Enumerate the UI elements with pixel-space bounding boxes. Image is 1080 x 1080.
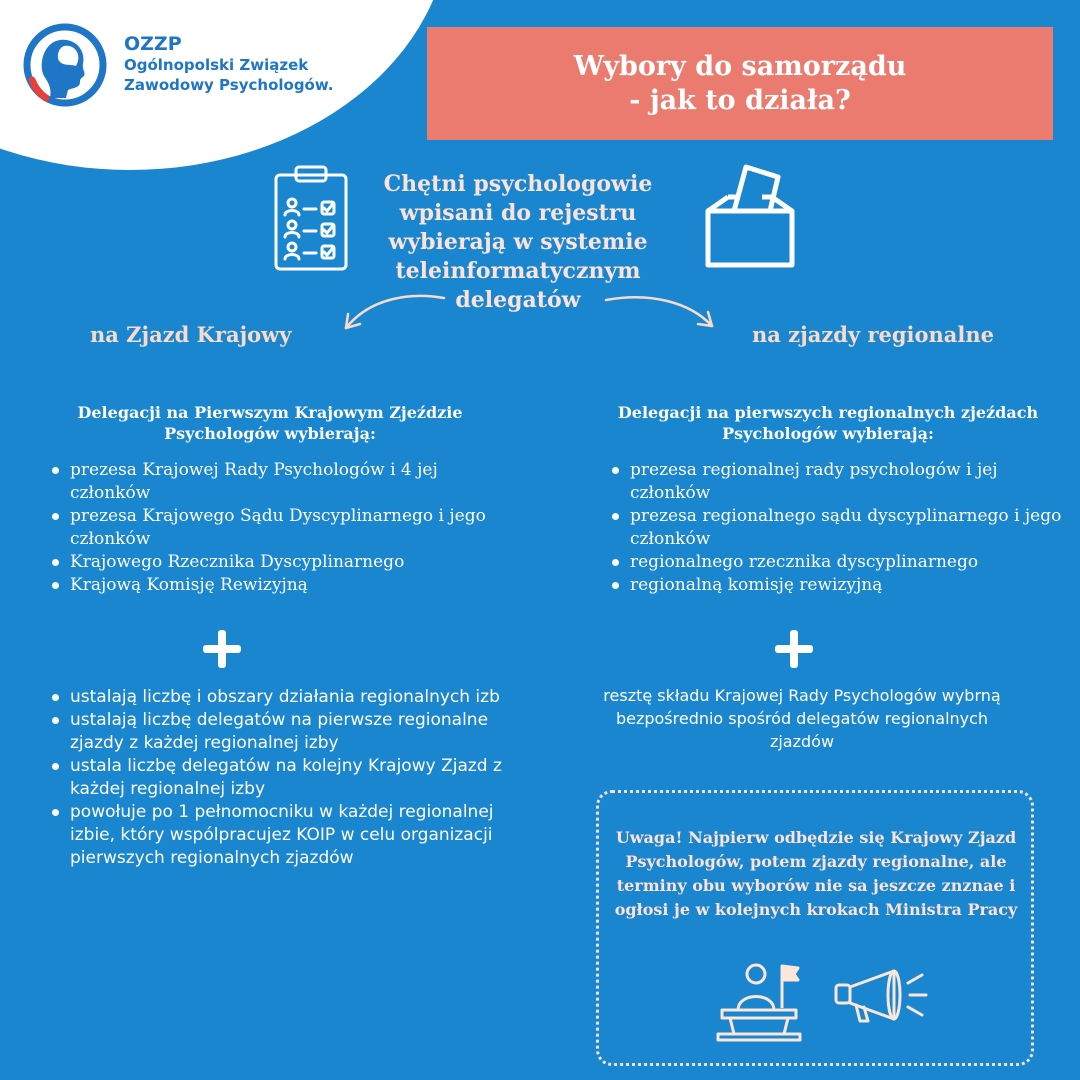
- national-elected-list: [38, 459, 518, 597]
- list-item: ustalają liczbę delegatów na pierwsze regionalne zjazdy z każdej regionalnej izby: [38, 709, 518, 755]
- speaker-podium-icon: [714, 960, 814, 1042]
- branch-national-label: na Zjazd Krajowy: [90, 322, 292, 347]
- list-item: Krajową Komisję Rewizyjną: [38, 574, 518, 597]
- arrow-left-icon: [340, 290, 450, 335]
- logo-abbreviation: OZZP: [124, 33, 182, 55]
- national-additional-list: [38, 686, 518, 870]
- list-item: prezesa Krajowej Rady Psychologów i 4 jej członków: [38, 459, 518, 505]
- list-item: prezesa Krajowego Sądu Dyscyplinarnego i jego członków: [38, 505, 518, 551]
- regional-heading: Delegacji na pierwszych regionalnych zjeźdach Psychologów wybierają:: [617, 403, 1039, 443]
- intro-text: Chętni psychologowie wpisani do rejestru wybierają w systemie teleinformatycznym delegatów: [383, 171, 653, 313]
- clipboard-checklist-icon: [272, 165, 352, 275]
- list-item: regionalnego rzecznika dyscyplinarnego: [598, 551, 1068, 574]
- list-item: prezesa regionalnej rady psychologów i jej członków: [598, 459, 1068, 505]
- logo-name-line1: Ogólnopolski Związek: [124, 56, 309, 74]
- logo-text: [124, 33, 333, 95]
- regional-rest-text: resztę składu Krajowej Rady Psychologów wybrną bezpośrednio spośród delegatów regionalnych zjazdów: [603, 686, 1001, 751]
- note-text: Uwaga! Najpierw odbędzie się Krajowy Zjazd Psychologów, potem zjazdy regionalne, ale terminy obu wyborów nie sa jeszcze znznae i ogłosi je w kolejnych krokach Ministra Pracy: [614, 828, 1018, 919]
- regional-elected-list: [598, 459, 1068, 597]
- ballot-box-icon: [700, 163, 800, 268]
- list-item: ustalają liczbę i obszary działania regionalnych izb: [38, 686, 518, 709]
- national-heading: Delegacji na Pierwszym Krajowym Zjeździe Psychologów wybierają:: [77, 403, 463, 443]
- arrow-right-icon: [600, 290, 720, 335]
- logo-name-line2: Zawodowy Psychologów.: [124, 76, 334, 94]
- branch-regional-label: na zjazdy regionalne: [752, 322, 995, 347]
- megaphone-icon: [832, 965, 932, 1025]
- list-item: regionalną komisję rewizyjną: [598, 574, 1068, 597]
- page-title: Wybory do samorządu - jak to działa?: [573, 50, 907, 116]
- plus-icon: [203, 630, 241, 668]
- list-item: Krajowego Rzecznika Dyscyplinarnego: [38, 551, 518, 574]
- ozzp-logo-icon: [20, 20, 110, 110]
- list-item: powołuje po 1 pełnomocniku w każdej regionalnej izbie, który wspólpracujez KOIP w celu organizacji pierwszych regionalnych zjazdów: [38, 801, 518, 870]
- list-item: prezesa regionalnego sądu dyscyplinarnego i jego członków: [598, 505, 1068, 551]
- list-item: ustala liczbę delegatów na kolejny Krajowy Zjazd z każdej regionalnej izby: [38, 755, 518, 801]
- title-banner: [427, 27, 1053, 140]
- plus-icon: [775, 630, 813, 668]
